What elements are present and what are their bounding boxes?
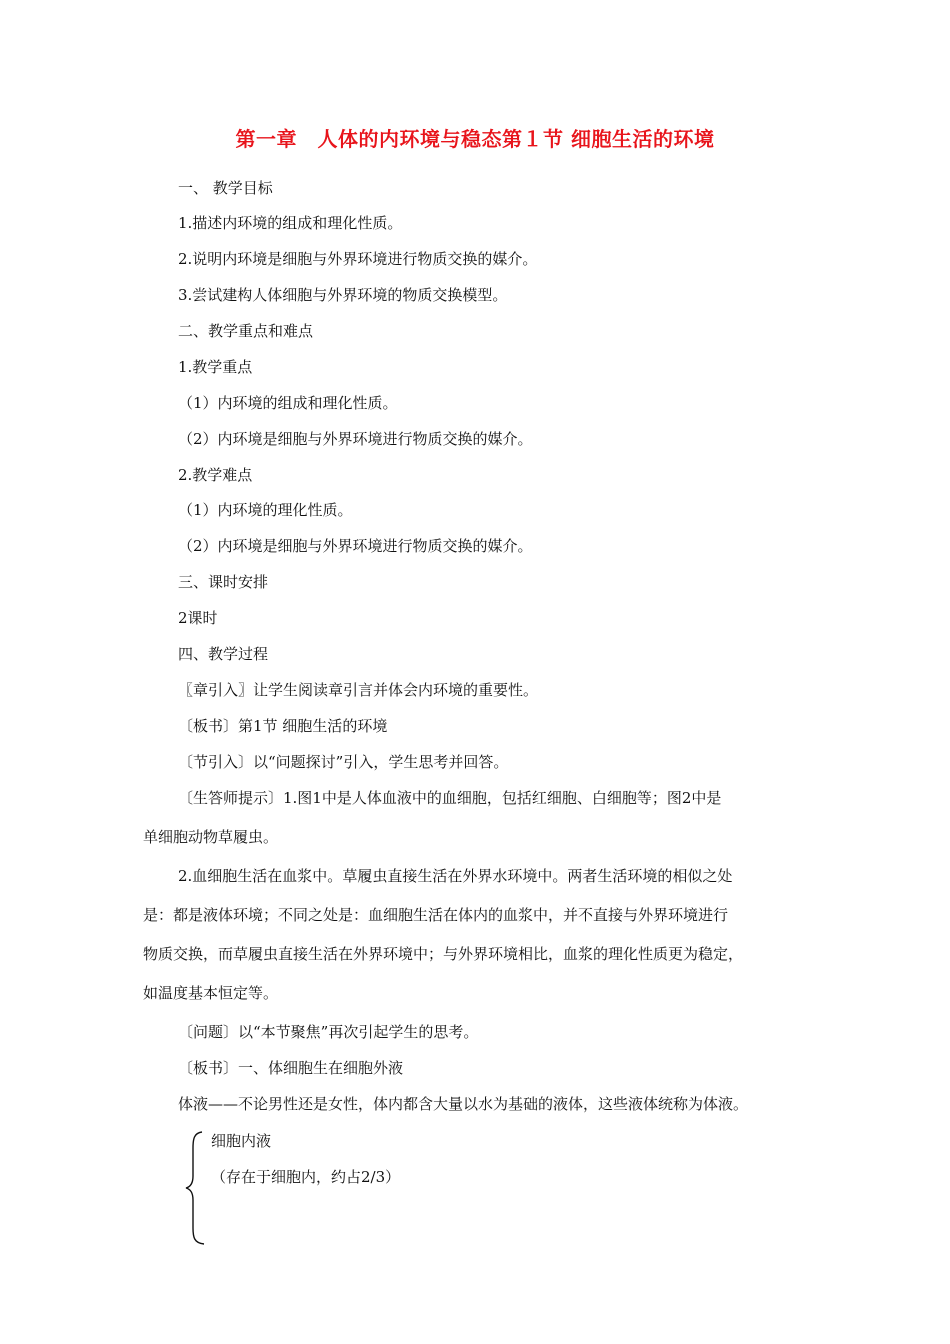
goal-item-2: 2.说明内环境是细胞与外界环境进行物质交换的媒介。 <box>178 250 538 268</box>
chapter-intro: 〖章引入〗让学生阅读章引言并体会内环境的重要性。 <box>178 681 539 699</box>
section-heading-process: 四、教学过程 <box>178 645 269 663</box>
intracellular-fluid-note: （存在于细胞内，约占2/3） <box>211 1168 401 1186</box>
board-note-2: 〔板书〕一、体细胞生在细胞外液 <box>178 1059 404 1077</box>
difficulty-item-2: （2）内环境是细胞与外界环境进行物质交换的媒介。 <box>178 537 533 555</box>
board-note-1: 〔板书〕第1节 细胞生活的环境 <box>178 717 388 735</box>
section-heading-goals: 一、 教学目标 <box>178 179 273 197</box>
intracellular-fluid-label: 细胞内液 <box>211 1132 272 1150</box>
document-title: 第一章 人体的内环境与稳态第１节 细胞生活的环境 <box>235 127 715 151</box>
answer-2-line-4: 如温度基本恒定等。 <box>143 984 279 1002</box>
schedule-text: 2课时 <box>178 609 218 627</box>
answer-2-line-2: 是：都是液体环境；不同之处是：血细胞生活在体内的血浆中，并不直接与外界环境进行 <box>143 906 729 924</box>
question-prompt: 〔问题〕以“本节聚焦”再次引起学生的思考。 <box>178 1023 479 1041</box>
difficulty-item-1: （1）内环境的理化性质。 <box>178 501 353 519</box>
curly-brace <box>184 1130 210 1246</box>
goal-item-3: 3.尝试建构人体细胞与外界环境的物质交换模型。 <box>178 286 508 304</box>
answer-2-line-1: 2.血细胞生活在血浆中。草履虫直接生活在外界水环境中。两者生活环境的相似之处 <box>178 867 733 885</box>
answer-2-line-3: 物质交换，而草履虫直接生活在外界环境中；与外界环境相比，血浆的理化性质更为稳定， <box>143 945 744 963</box>
section-intro: 〔节引入〕以“问题探讨”引入，学生思考并回答。 <box>178 753 509 771</box>
section-heading-schedule: 三、课时安排 <box>178 573 269 591</box>
answer-hint-line-2: 单细胞动物草履虫。 <box>143 828 279 846</box>
answer-hint-line-1: 〔生答师提示〕1.图1中是人体血液中的血细胞，包括红细胞、白细胞等；图2中是 <box>178 789 722 807</box>
section-heading-key-points: 二、教学重点和难点 <box>178 322 314 340</box>
key-point-item-2: （2）内环境是细胞与外界环境进行物质交换的媒介。 <box>178 430 533 448</box>
subheading-difficulties: 2.教学难点 <box>178 466 253 484</box>
subheading-key-points: 1.教学重点 <box>178 358 253 376</box>
goal-item-1: 1.描述内环境的组成和理化性质。 <box>178 214 403 232</box>
key-point-item-1: （1）内环境的组成和理化性质。 <box>178 394 398 412</box>
body-fluid-definition: 体液——不论男性还是女性，体内都含大量以水为基础的液体，这些液体统称为体液。 <box>178 1095 749 1113</box>
